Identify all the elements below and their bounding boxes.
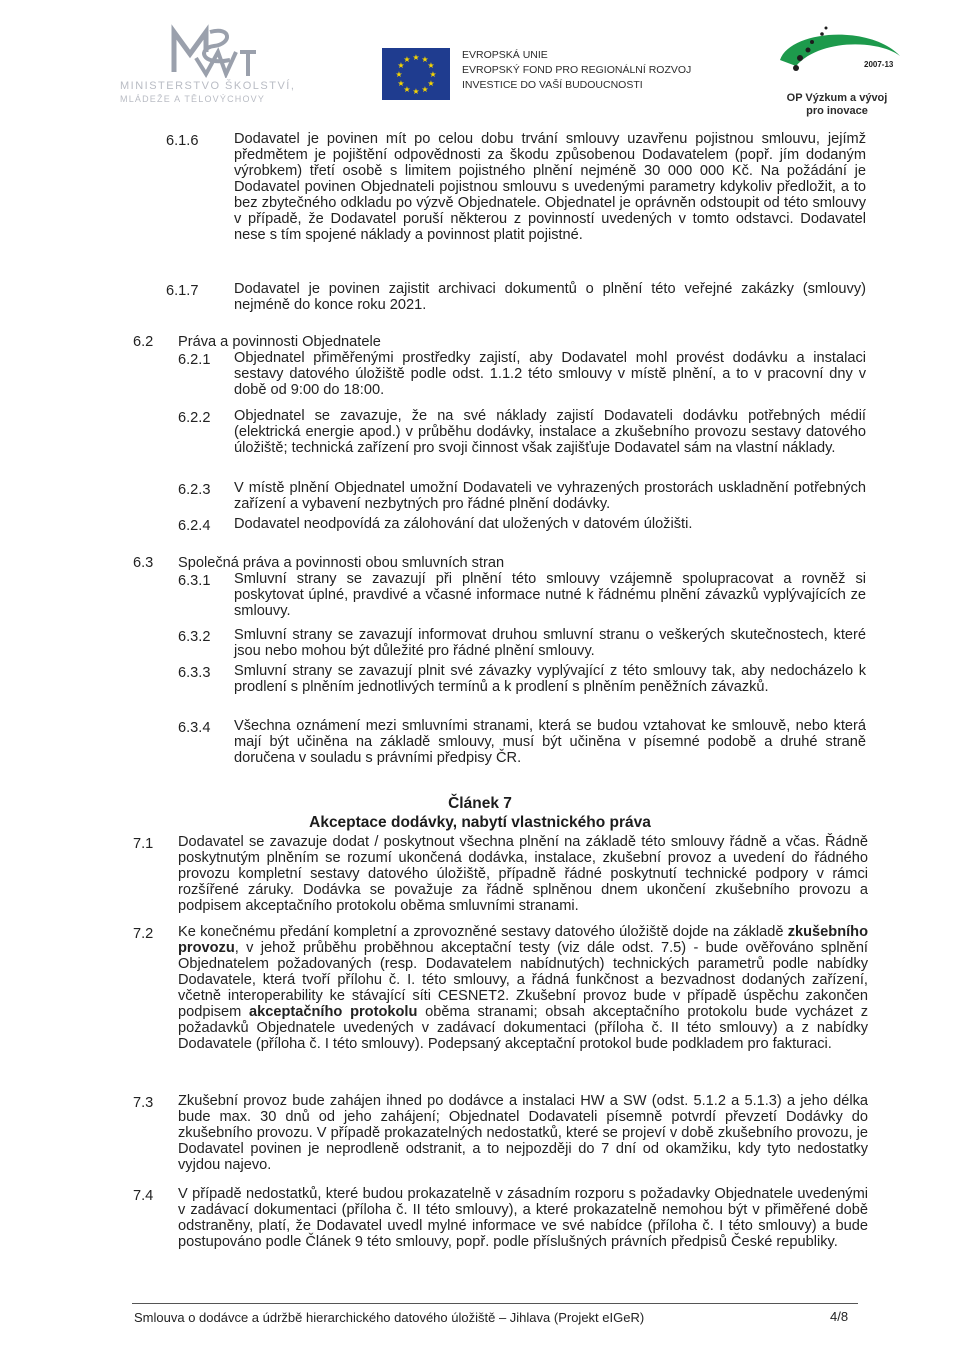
svg-text:★: ★	[397, 79, 405, 88]
ministry-name-line2: MLÁDEŽE A TĚLOVÝCHOVY	[120, 94, 266, 104]
section-number: 6.3.1	[178, 573, 211, 589]
svg-text:★: ★	[412, 53, 420, 62]
msmt-logo	[120, 22, 300, 102]
svg-text:★: ★	[427, 79, 435, 88]
section-number: 7.3	[133, 1095, 154, 1111]
svg-text:★: ★	[421, 55, 429, 64]
section-number: 6.2.2	[178, 410, 211, 426]
section-number: 7.2	[133, 926, 154, 942]
section-number: 6.3.4	[178, 720, 211, 736]
paragraph-7-2-bold: akceptačního protokolu	[249, 1004, 418, 1020]
eu-flag-icon	[382, 48, 450, 100]
op-text-line1: OP Výzkum a vývoj	[786, 92, 888, 104]
svg-text:★: ★	[395, 70, 403, 79]
op-vavpi-logo	[760, 20, 910, 117]
paragraph-6-2-2: Objednatel se zavazuje, že na své náklady zajistí Dodavateli dodávku potřebných médií (elektrická energie apod.) v průběhu dodávky, instalace a zkušebního provozu sestavy datového úložiště; technická zařízení pro svoji činnost však zajišťuje Dodavatel sám na vlastní náklady.	[234, 408, 866, 456]
section-number: 6.2	[133, 334, 154, 350]
eu-text-line1: EVROPSKÁ UNIE	[462, 49, 548, 61]
section-number: 6.1.7	[166, 283, 199, 299]
svg-text:★: ★	[403, 85, 411, 94]
eu-text-line3: INVESTICE DO VAŠÍ BUDOUCNOSTI	[462, 79, 643, 91]
section-number: 7.1	[133, 836, 154, 852]
svg-text:★: ★	[412, 87, 420, 96]
paragraph-7-2-bold: zkušebního provozu	[178, 924, 868, 956]
eu-text	[462, 48, 712, 93]
paragraph-7-2-part: , v jehož průběhu proběhnou akceptační testy (viz dále odst. 7.5) - bude ověřováno splnění Objednatelem požadovaných (resp. Dodavatelem nabídnutých) technických parametrů podle nabídky Dodavatele, která tvoří přílohu č. I. této smlouvy, a řádná funkčnost a bezvadnost dodaných zařízení, včetně interoperability ke stávající síti CESNET2. Zkušební provoz bude v případě úspěchu zakončen podpisem	[178, 940, 868, 1020]
section-number: 7.4	[133, 1188, 154, 1204]
paragraph-7-2	[178, 924, 868, 1052]
eu-text-line2: EVROPSKÝ FOND PRO REGIONÁLNÍ ROZVOJ	[462, 64, 692, 76]
paragraph-7-2-part: oběma stranami; obsah akceptačního protokolu bude vycházet z požadavků Objednatele uvedených v zadávací dokumentaci (příloha č. II této smlouvy) a z nabídky Dodavatele (příloha č. I této smlouvy). Podepsaný akceptační protokol bude podkladem pro fakturaci.	[178, 1004, 868, 1052]
svg-text:★: ★	[421, 85, 429, 94]
paragraph-7-1: Dodavatel se zavazuje dodat / poskytnout všechna plnění na základě této smlouvy řádně a včas. Řádně poskytnutým plněním se rozumí ukončená dodávka, instalace, zkušební provoz a uvedení do řádného provozu kompletní sestavy datového úložiště, případně řádné poskytnutí technické podpory v rámci rozšířené záruky. Dodávka se považuje za řádně splněnou dnem ukončení zkušebního provozu a podpisem akceptačního protokolu oběma smluvními stranami.	[178, 834, 868, 914]
paragraph-7-3: Zkušební provoz bude zahájen ihned po dodávce a instalaci HW a SW (odst. 5.1.2 a 5.1.3) a jeho délka bude max. 30 dnů od jeho zahájení; Objednatel Dodavateli písemně potvrdí převzetí Dodávky do zkušebního provozu. V případě prokazatelných nedostatků, které se projeví v době zkušebního provozu, je Dodavatel povinen je neprodleně odstranit, a to nejpozději do 7 dní od okamžiku, kdy tyto nedostatky vyjdou najevo.	[178, 1093, 868, 1173]
page-number: 4/8	[830, 1309, 849, 1324]
footer-rule	[132, 1303, 858, 1304]
paragraph-6-3-1: Smluvní strany se zavazují při plnění této smlouvy vzájemně spolupracovat a rovněž si poskytovat úplné, pravdivé a včasné informace nutné k řádnému plnění závazků vyplývajících ze smlouvy.	[234, 571, 866, 619]
paragraph-6-3-3: Smluvní strany se zavazují plnit své závazky vyplývající z této smlouvy tak, aby nedocházelo k prodlení s plněním jednotlivých termínů a k prodlení s plněním peněžních závazků.	[234, 663, 866, 695]
op-text	[782, 92, 892, 118]
op-year: 2007-13	[864, 60, 894, 69]
section-number: 6.3.3	[178, 665, 211, 681]
svg-text:★: ★	[427, 61, 435, 70]
footer-text: Smlouva o dodávce a údržbě hierarchického datového úložiště – Jihlava (Projekt eIGeR)	[134, 1310, 645, 1325]
section-title-6-3: Společná práva a povinnosti obou smluvních stran	[178, 555, 505, 571]
section-number: 6.2.4	[178, 518, 211, 534]
article-subtitle: Akceptace dodávky, nabytí vlastnického práva	[309, 814, 651, 831]
page-header	[0, 0, 960, 120]
paragraph-6-2-3: V místě plnění Objednatel umožní Dodavateli ve vyhrazených prostorách uskladnění potřebných zařízení a vybavení nezbytných pro řádné plnění dodávky.	[234, 480, 866, 512]
msmt-logo-mark	[170, 22, 260, 78]
section-number: 6.2.3	[178, 482, 211, 498]
paragraph-7-2-part: Ke konečnému předání kompletní a zprovozněné sestavy datového úložiště dojde na základě	[178, 924, 788, 940]
section-title-6-2: Práva a povinnosti Objednatele	[178, 334, 381, 350]
paragraph-6-2-4: Dodavatel neodpovídá za zálohování dat uložených v datovém úložišti.	[234, 516, 693, 532]
paragraph-6-3-2: Smluvní strany se zavazují informovat druhou smluvní stranu o veškerých skutečnostech, které jsou nebo mohou být důležité pro řádné plnění smlouvy.	[234, 627, 866, 659]
article-title: Článek 7	[448, 795, 512, 812]
paragraph-6-3-4: Všechna oznámení mezi smluvními stranami, která se budou vztahovat ke smlouvě, nebo která mají být učiněna na základě smlouvy, musí být učiněna v písemné podobě a druhé straně doručena v souladu s právními předpisy ČR.	[234, 718, 866, 766]
svg-text:★: ★	[429, 70, 437, 79]
svg-text:★: ★	[397, 61, 405, 70]
section-number: 6.2.1	[178, 352, 211, 368]
section-number: 6.3.2	[178, 629, 211, 645]
op-text-line2: pro inovace	[806, 105, 868, 117]
paragraph-6-1-7: Dodavatel je povinen zajistit archivaci dokumentů o plnění této veřejné zakázky (smlouvy) nejméně do konce roku 2021.	[234, 281, 866, 313]
paragraph-6-1-6: Dodavatel je povinen mít po celou dobu trvání smlouvy uzavřenu pojistnou smlouvu, jejímž předmětem je pojištění odpovědnosti za škodu způsobenou Dodavatelem (popř. jím dodaným výrobkem) třetí osobě s limitem pojistného plnění nejméně 30 000 000 Kč. Na požádání je Dodavatel povinen Objednateli pojistnou smlouvu s uvedenými parametry kdykoliv předložit, a to bez zbytečného odkladu po výzvě Objednatele. Objednatel je oprávněn odstoupit od této smlouvy v případě, že Dodavatel poruší některou z povinností uvedených v tomto odstavci. Dodavatel nese s tím spojené náklady a povinnost platit pojistné.	[234, 131, 866, 243]
section-number: 6.1.6	[166, 133, 199, 149]
ministry-name-line1: MINISTERSTVO ŠKOLSTVÍ,	[120, 80, 296, 92]
paragraph-6-2-1: Objednatel přiměřenými prostředky zajistí, aby Dodavatel mohl provést dodávku a instalaci sestavy datového úložiště podle odst. 1.1.2 této smlouvy v místě plnění, a to v pracovní dny v době od 9:00 do 18:00.	[234, 350, 866, 398]
svg-text:★: ★	[403, 55, 411, 64]
paragraph-7-4: V případě nedostatků, které budou prokazatelně v zásadním rozporu s požadavky Objednatele uvedenými v zadávací dokumentaci (příloha č. II této smlouvy), a které prokazatelně nemohou být v přiměřené době odstraněny, platí, že Dodavatel uvedl mylné informace ve své nabídce (příloha č. I této smlouvy) a bude postupováno podle Článek 9 této smlouvy, popř. podle příslušných právních předpisů České republiky.	[178, 1186, 868, 1250]
section-number: 6.3	[133, 555, 154, 571]
op-swoosh-icon	[760, 20, 910, 92]
